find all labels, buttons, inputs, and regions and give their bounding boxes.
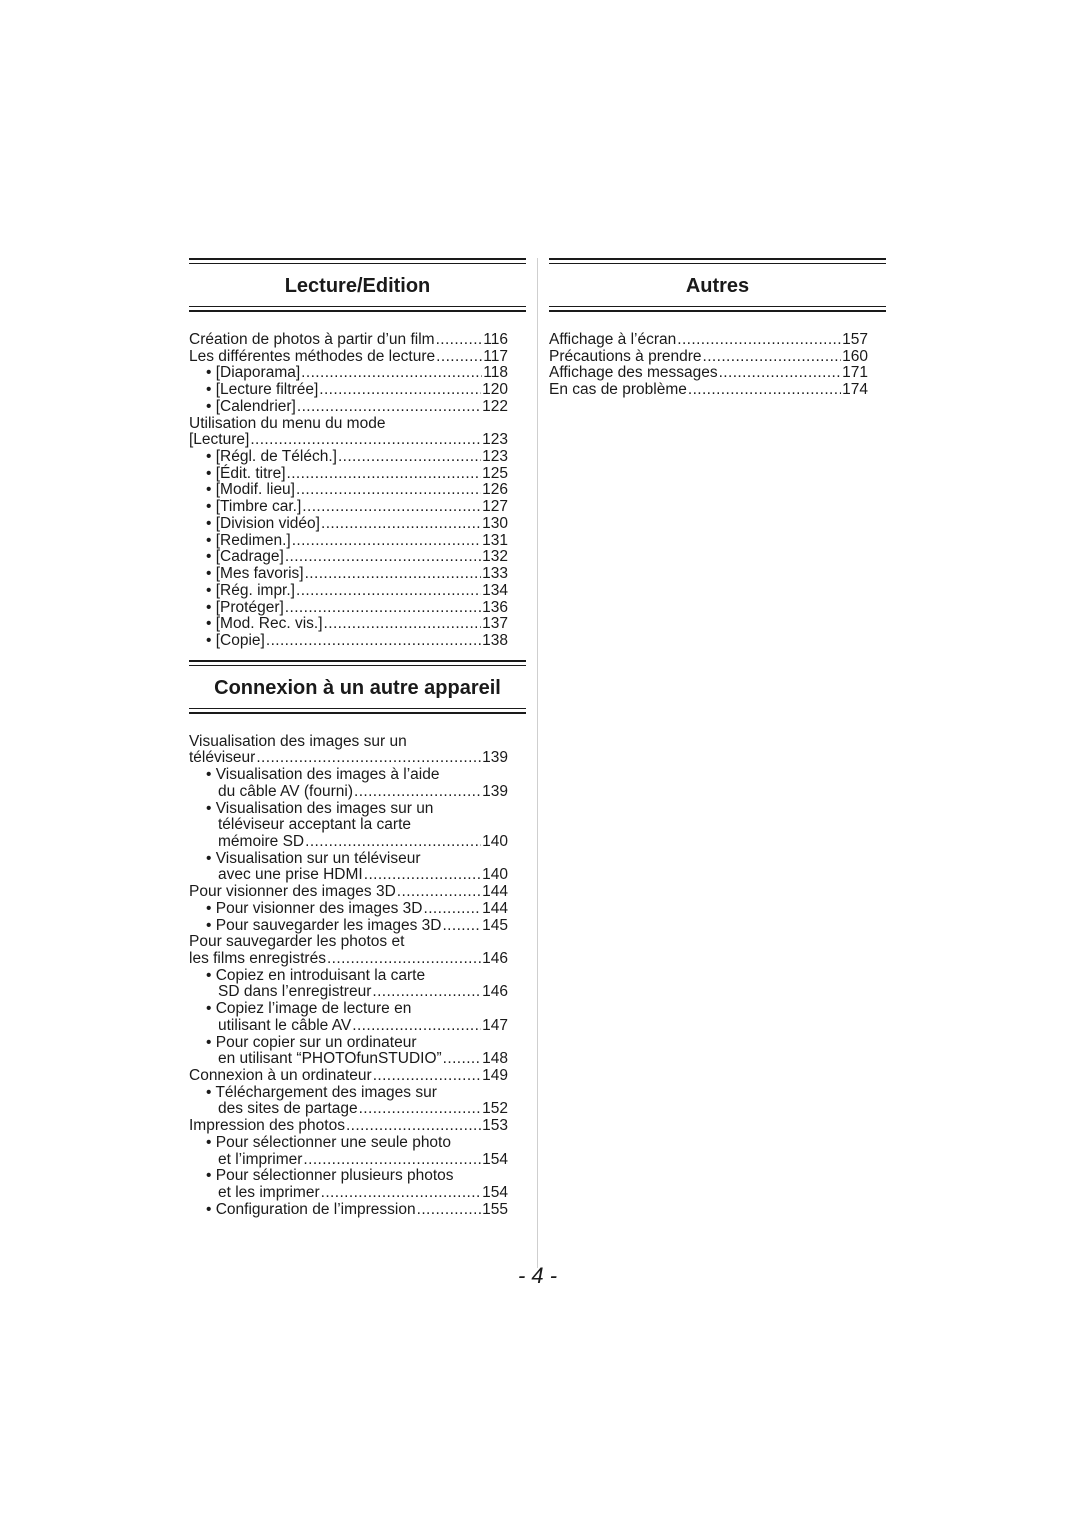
dot-leader [321, 516, 481, 533]
left-column [189, 258, 526, 1219]
toc-entry-label: Utilisation du menu du mode [189, 414, 386, 432]
toc-entry-page: 174 [842, 381, 868, 399]
toc-entry-label: en utilisant “PHOTOfunSTUDIO” [218, 1050, 442, 1068]
toc-entry [189, 1135, 526, 1152]
toc-entry [189, 332, 526, 349]
toc-entry [189, 466, 526, 483]
dot-leader [305, 834, 481, 851]
toc-entry-label: • [Rég. impr.] [206, 581, 295, 599]
toc-entry-label: • [Timbre car.] [206, 498, 302, 516]
toc-entry-label: • Pour sélectionner une seule photo [206, 1133, 451, 1151]
toc-entry-label: SD dans l’enregistreur [218, 983, 372, 1001]
dot-leader [352, 1018, 481, 1035]
toc-entry-label: • [Lecture filtrée] [206, 381, 319, 399]
toc-entry [189, 867, 526, 884]
toc-entry-label: et les imprimer [218, 1184, 320, 1202]
toc-entry-page: 123 [482, 431, 508, 449]
toc-entry-label: Affichage à l’écran [549, 331, 677, 348]
toc-entry-label: Les différentes méthodes de lecture [189, 347, 436, 365]
toc-list [189, 332, 526, 650]
dot-leader [354, 784, 481, 801]
toc-entry-page: 130 [482, 514, 508, 532]
header-rule-top [189, 258, 526, 264]
toc-entry-page: 125 [482, 464, 508, 482]
toc-entry [189, 984, 526, 1001]
toc-entry [189, 482, 526, 499]
section-title: Autres [685, 275, 750, 297]
dot-leader [359, 1101, 482, 1118]
toc-entry-page: 155 [482, 1200, 508, 1218]
toc-entry-page: 149 [482, 1067, 508, 1085]
toc-entry [189, 432, 526, 449]
section-connexion [189, 660, 526, 1219]
dot-leader [256, 750, 481, 767]
toc-entry-page: 116 [483, 331, 508, 348]
header-rule-bottom [549, 306, 886, 312]
toc-entry [189, 1051, 526, 1068]
dot-leader [292, 533, 481, 550]
toc-entry-label: En cas de problème [549, 381, 687, 399]
column-divider [537, 258, 538, 1268]
toc-entry [549, 382, 886, 399]
toc-entry [189, 1202, 526, 1219]
toc-entry-page: 133 [482, 565, 508, 583]
toc-entry-page: 140 [482, 866, 508, 884]
section-title: Connexion à un autre appareil [214, 676, 501, 699]
toc-entry-label: téléviseur acceptant la carte [218, 816, 411, 834]
toc-entry [189, 934, 526, 951]
toc-entry-page: 148 [482, 1050, 508, 1068]
toc-entry-label: • [Division vidéo] [206, 514, 320, 532]
toc-entry [189, 516, 526, 533]
dot-leader [302, 499, 481, 516]
dot-leader [324, 616, 482, 633]
toc-entry-label: téléviseur [189, 749, 256, 767]
toc-entry-page: 123 [482, 448, 508, 466]
section-autres [549, 258, 886, 399]
dot-leader [296, 583, 481, 600]
section-header [189, 258, 526, 312]
dot-leader [373, 1068, 481, 1085]
toc-entry [189, 449, 526, 466]
toc-entry-page: 147 [482, 1016, 508, 1034]
toc-entry-label: • Visualisation des images à l’aide [206, 766, 440, 784]
toc-entry-label: les films enregistrés [189, 950, 326, 967]
toc-entry-page: 120 [482, 381, 508, 399]
toc-entry [189, 1152, 526, 1169]
dot-leader [266, 633, 481, 650]
toc-entry [189, 784, 526, 801]
toc-entry-label: utilisant le câble AV [218, 1016, 352, 1034]
header-rule-top [189, 660, 526, 666]
dot-leader [327, 951, 481, 968]
toc-entry [189, 817, 526, 834]
toc-entry-page: 132 [482, 548, 508, 566]
toc-entry-label: Précautions à prendre [549, 347, 702, 365]
dot-leader [442, 918, 481, 935]
toc-entry-label: • [Mes favoris] [206, 565, 304, 583]
toc-entry [189, 1085, 526, 1102]
dot-leader [338, 449, 481, 466]
toc-entry-page: 134 [482, 581, 508, 599]
toc-entry-label: Connexion à un ordinateur [189, 1067, 372, 1085]
toc-entry [189, 1101, 526, 1118]
dot-leader [297, 399, 481, 416]
toc-entry-label: • Visualisation sur un téléviseur [206, 849, 421, 867]
dot-leader [250, 432, 481, 449]
toc-entry-label: • Configuration de l’impression [206, 1200, 416, 1218]
header-rule-top [549, 258, 886, 264]
toc-entry-page: 157 [842, 331, 868, 348]
toc-entry-label: mémoire SD [218, 832, 305, 850]
toc-entry-page: 152 [482, 1100, 508, 1118]
section-header [189, 660, 526, 714]
toc-entry-page: 139 [482, 749, 508, 767]
toc-entry-label: • [Édit. titre] [206, 464, 286, 482]
toc-entry-page: 137 [482, 615, 508, 633]
toc-entry-label: • Copiez en introduisant la carte [206, 966, 426, 984]
toc-entry [189, 416, 526, 433]
dot-leader [321, 1185, 481, 1202]
toc-entry [189, 583, 526, 600]
header-rule-bottom [189, 306, 526, 312]
toc-entry-page: 146 [482, 950, 508, 967]
toc-entry-label: • Pour visionner des images 3D [206, 899, 423, 917]
toc-entry-page: 122 [482, 397, 508, 415]
toc-entry [189, 1001, 526, 1018]
toc-entry [189, 1068, 526, 1085]
toc-entry [189, 365, 526, 382]
toc-entry-page: 154 [482, 1184, 508, 1202]
toc-entry-page: 145 [482, 916, 508, 934]
toc-entry [189, 801, 526, 818]
dot-leader [285, 549, 481, 566]
dot-leader [372, 984, 481, 1001]
page-number: - 4 - [517, 1263, 558, 1288]
toc-entry [189, 951, 526, 968]
toc-entry-page: 127 [482, 498, 508, 516]
toc-entry-label: Pour sauvegarder les photos et [189, 933, 405, 951]
dot-leader [287, 466, 482, 483]
dot-leader [397, 884, 481, 901]
toc-entry [189, 549, 526, 566]
toc-entry-page: 160 [842, 347, 868, 365]
toc-list [189, 734, 526, 1219]
toc-entry [189, 382, 526, 399]
section-title: Lecture/Edition [284, 275, 431, 297]
toc-entry-label: • Pour sauvegarder les images 3D [206, 916, 442, 934]
dot-leader [436, 349, 482, 366]
toc-entry-label: • [Calendrier] [206, 397, 296, 415]
toc-entry [189, 968, 526, 985]
toc-entry [189, 600, 526, 617]
toc-entry [189, 1018, 526, 1035]
dot-leader [703, 349, 842, 366]
toc-entry [549, 349, 886, 366]
toc-entry-label: • [Cadrage] [206, 548, 284, 566]
toc-entry [189, 633, 526, 650]
toc-entry-page: 153 [482, 1117, 508, 1135]
toc-entry [189, 499, 526, 516]
toc-entry-label: • Pour sélectionner plusieurs photos [206, 1167, 454, 1185]
toc-entry [549, 332, 886, 349]
toc-entry-page: 154 [482, 1150, 508, 1168]
dot-leader [719, 365, 842, 382]
toc-entry [189, 533, 526, 550]
toc-entry-page: 146 [482, 983, 508, 1001]
toc-entry [189, 349, 526, 366]
toc-entry-page: 136 [482, 598, 508, 616]
toc-entry-label: Pour visionner des images 3D [189, 883, 396, 901]
toc-entry-label: Création de photos à partir d’un film [189, 331, 435, 348]
toc-entry-label: Visualisation des images sur un [189, 732, 407, 750]
toc-entry-label: • Pour copier sur un ordinateur [206, 1033, 417, 1051]
dot-leader [303, 1152, 481, 1169]
toc-entry-label: des sites de partage [218, 1100, 358, 1118]
toc-entry [189, 1168, 526, 1185]
toc-entry-page: 144 [482, 899, 508, 917]
toc-entry-label: • Visualisation des images sur un [206, 799, 434, 817]
toc-entry [189, 851, 526, 868]
dot-leader [319, 382, 481, 399]
toc-entry-label: et l’imprimer [218, 1150, 303, 1168]
dot-leader [443, 1051, 481, 1068]
toc-entry-label: Impression des photos [189, 1117, 345, 1135]
dot-leader [424, 901, 482, 918]
toc-entry [189, 767, 526, 784]
toc-entry [189, 1185, 526, 1202]
toc-entry-label: • [Modif. lieu] [206, 481, 295, 499]
toc-entry-page: 140 [482, 832, 508, 850]
toc-entry-page: 117 [483, 347, 508, 365]
toc-entry [549, 365, 886, 382]
toc-entry-page: 144 [482, 883, 508, 901]
toc-entry-label: Affichage des messages [549, 364, 718, 382]
toc-entry [189, 399, 526, 416]
toc-entry-page: 118 [483, 364, 508, 382]
toc-entry [189, 1118, 526, 1135]
dot-leader [417, 1202, 482, 1219]
toc-entry [189, 616, 526, 633]
toc-entry-label: • [Redimen.] [206, 531, 291, 549]
toc-entry-page: 131 [482, 531, 508, 549]
dot-leader [296, 482, 481, 499]
dot-leader [305, 566, 482, 583]
section-header [549, 258, 886, 312]
toc-entry [189, 1035, 526, 1052]
header-rule-bottom [189, 708, 526, 714]
toc-entry-label: • [Diaporama] [206, 364, 301, 382]
toc-entry [189, 884, 526, 901]
toc-entry-label: • [Copie] [206, 631, 265, 649]
toc-entry-label: avec une prise HDMI [218, 866, 363, 884]
toc-list [549, 332, 886, 399]
toc-entry-label: • Copiez l’image de lecture en [206, 1000, 412, 1018]
toc-entry-page: 126 [482, 481, 508, 499]
toc-entry-label: • [Mod. Rec. vis.] [206, 615, 323, 633]
toc-entry [189, 566, 526, 583]
toc-entry-page: 139 [482, 782, 508, 800]
toc-entry [189, 734, 526, 751]
toc-entry-label: • [Protéger] [206, 598, 284, 616]
dot-leader [346, 1118, 481, 1135]
right-column [549, 258, 886, 399]
toc-entry-label: • Téléchargement des images sur [206, 1083, 437, 1101]
toc-entry [189, 918, 526, 935]
dot-leader [285, 600, 481, 617]
toc-entry-label: [Lecture] [189, 431, 250, 449]
toc-entry [189, 750, 526, 767]
toc-entry-page: 171 [842, 364, 868, 382]
dot-leader [436, 332, 483, 349]
dot-leader [301, 365, 482, 382]
toc-entry-label: du câble AV (fourni) [218, 782, 353, 800]
toc-entry-page: 138 [482, 631, 508, 649]
dot-leader [364, 867, 481, 884]
dot-leader [677, 332, 841, 349]
toc-entry [189, 901, 526, 918]
section-lecture-edition [189, 258, 526, 650]
toc-entry [189, 834, 526, 851]
toc-entry-label: • [Régl. de Téléch.] [206, 448, 337, 466]
dot-leader [688, 382, 841, 399]
